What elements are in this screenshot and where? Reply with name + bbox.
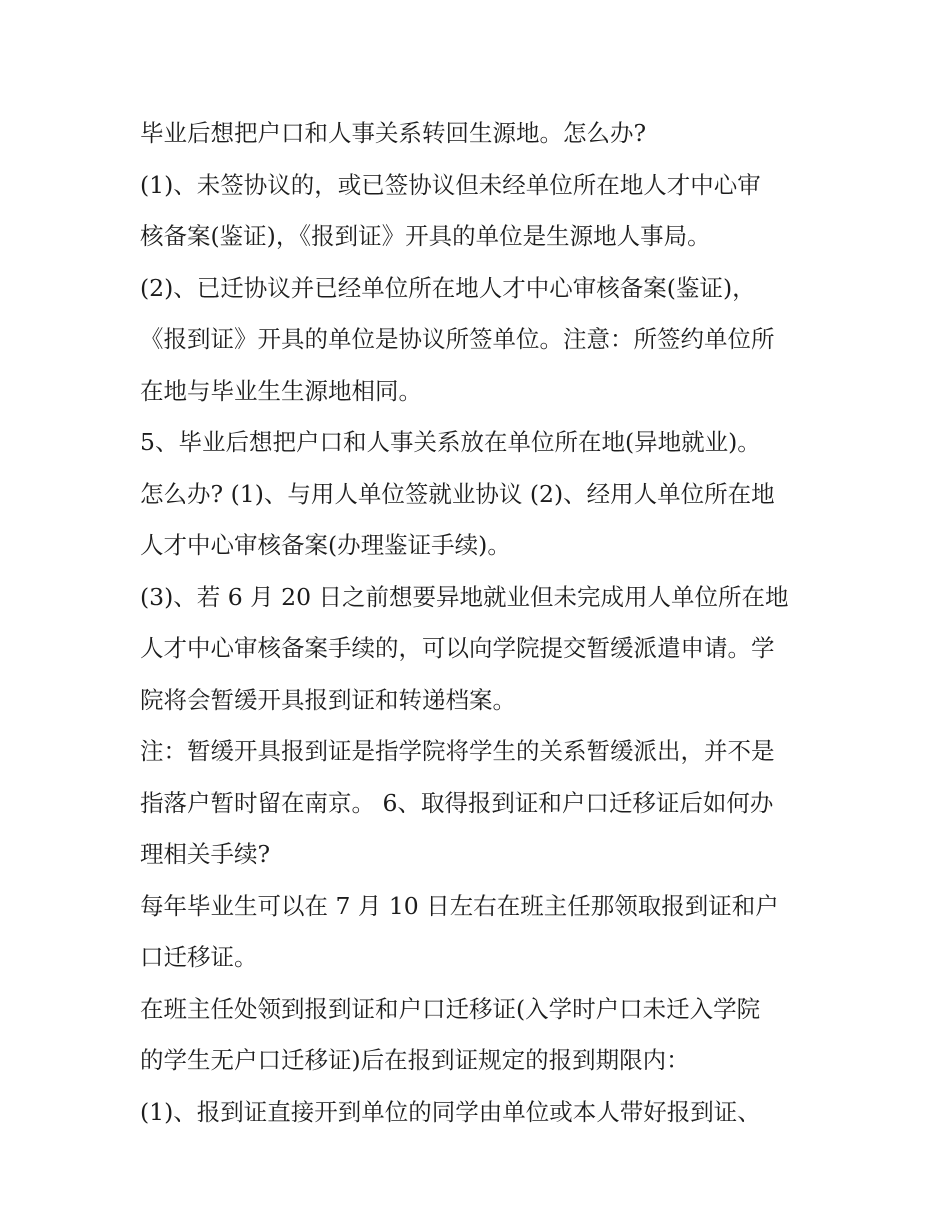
text-line: 毕业后想把户口和人事关系转回生源地。怎么办? (140, 119, 647, 147)
text-line: 5、毕业后想把户口和人事关系放在单位所在地(异地就业)。 (140, 428, 761, 456)
text-line: 口迁移证。 (140, 943, 258, 971)
text-line: 院将会暂缓开具报到证和转递档案。 (140, 685, 516, 714)
text-line: 的学生无户口迁移证)后在报到证规定的报到期限内： (140, 1046, 690, 1074)
text-line: 怎么办? (1)、与用人单位签就业协议 (2)、经用人单位所在地 (140, 479, 775, 508)
text-line: 人才中心审核备案(办理鉴证手续)。 (140, 531, 511, 559)
text-line: (3)、若 6 月 20 日之前想要异地就业但未完成用人单位所在地 (140, 582, 789, 611)
text-line: (1)、未签协议的，或已签协议但未经单位所在地人才中心审 (140, 170, 761, 199)
text-line: 每年毕业生可以在 7 月 10 日左右在班主任那领取报到证和户 (140, 891, 779, 920)
text-line: 《报到证》开具的单位是协议所签单位。注意：所签约单位所 (140, 325, 775, 353)
text-line: 指落户暂时留在南京。 6、取得报到证和户口迁移证后如何办 (140, 788, 774, 817)
text-line: 理相关手续? (140, 840, 271, 868)
text-line: 人才中心审核备案手续的，可以向学院提交暂缓派遣申请。学 (140, 634, 775, 662)
text-line: (1)、报到证直接开到单位的同学由单位或本人带好报到证、 (140, 1097, 761, 1126)
text-line: 在地与毕业生生源地相同。 (140, 376, 422, 405)
text-line: (2)、已迁协议并已经单位所在地人才中心审核备案(鉴证)， (140, 273, 756, 302)
text-line: 核备案(鉴证)，《报到证》开具的单位是生源地人事局。 (140, 222, 711, 250)
text-line: 注：暂缓开具报到证是指学院将学生的关系暂缓派出，并不是 (140, 737, 775, 765)
text-line: 在班主任处领到报到证和户口迁移证(入学时户口未迁入学院 (140, 994, 761, 1023)
document-body (140, 108, 820, 1138)
